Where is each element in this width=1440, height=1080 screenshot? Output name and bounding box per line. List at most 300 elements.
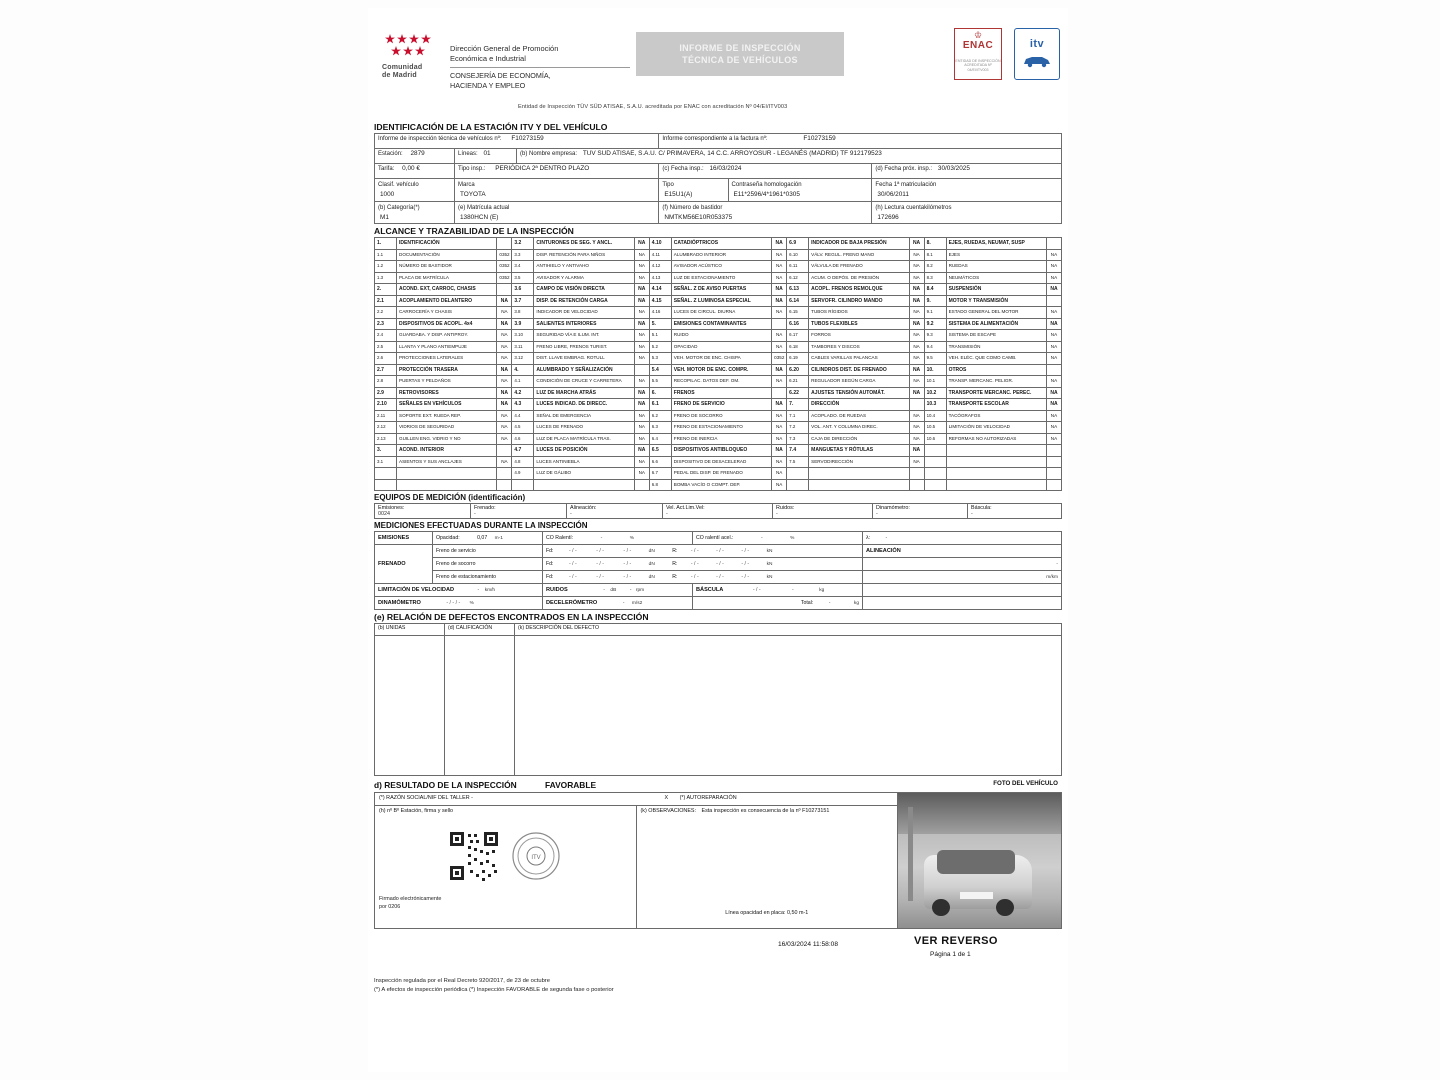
measurements-table bbox=[374, 531, 1062, 610]
cuentakm-label: (h) Lectura cuentakilómetros bbox=[875, 204, 952, 211]
scope-item-label: ACOPL. FRENOS REMOLQUE bbox=[809, 284, 909, 296]
scope-item-number: 4. bbox=[512, 364, 534, 376]
scope-item-label: TRANSPORTE MERCANC. PEREC. bbox=[946, 387, 1046, 399]
eq-dinamometro-label: Dinamómetro: bbox=[876, 505, 910, 512]
scope-item-result: NA bbox=[1047, 399, 1062, 411]
scope-item-number: 3.1 bbox=[375, 456, 397, 468]
scope-item-number: 5.4 bbox=[649, 364, 671, 376]
scope-item-number: 10.1 bbox=[924, 376, 946, 388]
scope-item-result bbox=[1047, 456, 1062, 468]
scope-item-label: LUZ DE GÁLIBO bbox=[534, 468, 634, 480]
scope-item-result: NA bbox=[634, 295, 649, 307]
scope-item-number: 10.3 bbox=[924, 399, 946, 411]
fd-v2-1: - / - bbox=[596, 548, 604, 555]
fd-u1-2: dN bbox=[648, 562, 655, 568]
scope-item-result: NA bbox=[634, 468, 649, 480]
stamp-signature-cell bbox=[375, 806, 637, 929]
scope-item-number: 6.8 bbox=[649, 479, 671, 491]
enac-subtitle: ENTIDAD DE INSPECCIÓN ACREDITADA Nº 04/EI/ITV003 bbox=[955, 59, 1001, 72]
r-v2-2: - / - bbox=[716, 561, 724, 568]
contrasena-value: E11*2596/4*1961*0305 bbox=[733, 191, 800, 198]
scope-item-result: NA bbox=[909, 238, 924, 250]
eq-alineacion-label: Alineación: bbox=[570, 505, 597, 512]
scope-item-number: 4.9 bbox=[512, 468, 534, 480]
freno-estac-name bbox=[433, 571, 543, 584]
table-row bbox=[375, 353, 1062, 365]
scope-item-label: TRANSMISIÓN bbox=[946, 341, 1046, 353]
scope-item-number: 6.21 bbox=[787, 376, 809, 388]
section-mediciones-title: MEDICIONES EFECTUADAS DURANTE LA INSPECCIÓN bbox=[374, 521, 588, 531]
defect-cell-descripcion bbox=[515, 636, 1062, 776]
fecha1mat-value: 30/06/2011 bbox=[877, 191, 909, 198]
result-title: d) RESULTADO DE LA INSPECCIÓN bbox=[374, 780, 517, 791]
eq-alineacion bbox=[567, 504, 663, 519]
r-v3-3: - / - bbox=[741, 574, 750, 581]
scope-item-number bbox=[924, 479, 946, 491]
scope-item-number: 4.14 bbox=[649, 284, 671, 296]
vehicle-photo bbox=[898, 793, 1061, 928]
scope-item-result: NA bbox=[772, 422, 787, 434]
cell-lineas bbox=[455, 149, 517, 164]
scope-item-label: VÁLVULA DE FRENADO bbox=[809, 261, 909, 273]
scope-item-label: LUCES DE POSICIÓN bbox=[534, 445, 634, 457]
scope-item-result: 0352 bbox=[497, 261, 512, 273]
scope-item-label: ESTADO GENERAL DEL MOTOR bbox=[946, 307, 1046, 319]
scope-item-number: 5. bbox=[649, 318, 671, 330]
fechaprox-label: (d) Fecha próx. insp.: bbox=[875, 166, 933, 172]
scope-item-result: NA bbox=[772, 284, 787, 296]
r-v3-1: - / - bbox=[741, 548, 750, 555]
r-label-3: R: bbox=[672, 574, 678, 581]
scope-item-result bbox=[497, 284, 512, 296]
freno-servicio-name bbox=[433, 545, 543, 558]
scope-item-label bbox=[809, 479, 909, 491]
scope-item-result bbox=[634, 479, 649, 491]
lambda-label: λ: bbox=[866, 535, 871, 542]
scope-item-label: SEÑALES EN VEHÍCULOS bbox=[397, 399, 497, 411]
legal-footnotes bbox=[374, 977, 1062, 994]
scope-item-number: 7.3 bbox=[787, 433, 809, 445]
scope-item-number: 4.12 bbox=[649, 261, 671, 273]
cell-tarifa bbox=[375, 164, 455, 179]
scope-item-result bbox=[1047, 364, 1062, 376]
cell-factura bbox=[659, 134, 1062, 149]
scope-item-number: 8.3 bbox=[924, 272, 946, 284]
scope-item-number: 2.10 bbox=[375, 399, 397, 411]
scope-item-number: 3.5 bbox=[512, 272, 534, 284]
scope-item-result bbox=[1047, 445, 1062, 457]
deceler-label: DECELERÓMETRO bbox=[546, 600, 598, 607]
eq-alineacion-value: - bbox=[570, 511, 572, 518]
fecha-label: (c) Fecha insp.: bbox=[662, 166, 704, 172]
scope-item-label: MOTOR Y TRANSMISIÓN bbox=[946, 295, 1046, 307]
scope-item-label: REFORMAS NO AUTORIZADAS bbox=[946, 433, 1046, 445]
scope-item-number: 9.4 bbox=[924, 341, 946, 353]
scope-item-result bbox=[497, 445, 512, 457]
clasif-label: Clasif. vehículo bbox=[378, 182, 419, 188]
scope-item-result: NA bbox=[634, 433, 649, 445]
scope-item-result bbox=[909, 468, 924, 480]
bascula-label: BÁSCULA bbox=[696, 587, 724, 594]
scope-item-number: 6.1 bbox=[649, 399, 671, 411]
freno-estac-text: Freno de estacionamiento bbox=[436, 574, 496, 581]
bastidor-value: NMTKM56E10R053375 bbox=[664, 213, 733, 221]
autoreparacion-mark: X bbox=[664, 795, 669, 802]
crown-icon: ♔ bbox=[973, 30, 983, 40]
eq-dinamometro-value: - bbox=[876, 511, 878, 518]
scope-item-label: AJUSTES TENSIÓN AUTOMÁT. bbox=[809, 387, 909, 399]
scope-item-result: NA bbox=[772, 307, 787, 319]
cell-categoria bbox=[375, 201, 455, 224]
scope-item-result: NA bbox=[634, 249, 649, 261]
table-row bbox=[375, 597, 1062, 610]
scope-item-label: CAMPO DE VISIÓN DIRECTA bbox=[534, 284, 634, 296]
result-heading-row bbox=[368, 776, 1068, 792]
scope-item-result: NA bbox=[497, 330, 512, 342]
fd-v2-3: - / - bbox=[596, 574, 604, 581]
scope-item-number: 1.2 bbox=[375, 261, 397, 273]
bascula-v2: - bbox=[792, 587, 794, 594]
scope-item-label: LUCES ANTINIEBLA bbox=[534, 456, 634, 468]
scope-item-result: NA bbox=[772, 272, 787, 284]
scope-item-number: 6.20 bbox=[787, 364, 809, 376]
scope-item-result: NA bbox=[1047, 272, 1062, 284]
informe-label: Informe de inspección técnica de vehículos nº: bbox=[378, 136, 502, 142]
scope-item-label: EJES bbox=[946, 249, 1046, 261]
scope-item-label: OTROS bbox=[946, 364, 1046, 376]
scope-item-result: NA bbox=[497, 399, 512, 411]
scope-item-label: LUZ DE MARCHA ATRÁS bbox=[534, 387, 634, 399]
scope-item-number: 6.10 bbox=[787, 249, 809, 261]
freno-servicio-text: Freno de servicio bbox=[436, 548, 476, 555]
scope-item-result: NA bbox=[772, 399, 787, 411]
cell-tipo-insp bbox=[455, 164, 659, 179]
firma-line2: por 0206 bbox=[379, 903, 401, 910]
scope-item-label: SERVOFR. CILINDRO MANDO bbox=[809, 295, 909, 307]
scope-item-result: NA bbox=[634, 330, 649, 342]
emisiones-label: EMISIONES bbox=[375, 532, 433, 545]
dg-line4: HACIENDA Y EMPLEO bbox=[450, 80, 526, 90]
scope-item-number: 2.1 bbox=[375, 295, 397, 307]
scope-item-label: DIRECCIÓN bbox=[809, 399, 909, 411]
scope-item-result: NA bbox=[497, 341, 512, 353]
scope-item-label: NÚMERO DE BASTIDOR bbox=[397, 261, 497, 273]
scope-item-number: 6.9 bbox=[787, 238, 809, 250]
scope-item-label: ACUM. O DEPÓS. DE PRESIÓN bbox=[809, 272, 909, 284]
scope-item-label: IDENTIFICACIÓN bbox=[397, 238, 497, 250]
report-title-banner bbox=[636, 32, 844, 76]
scope-item-label: LLANTA Y PLANO ANTIEMPUJE bbox=[397, 341, 497, 353]
table-row bbox=[375, 238, 1062, 250]
fecha-value: 16/03/2024 bbox=[709, 165, 742, 172]
scope-item-result: NA bbox=[772, 479, 787, 491]
svg-text:ITV: ITV bbox=[531, 855, 541, 862]
eq-ruidos bbox=[773, 504, 873, 519]
scope-item-result: NA bbox=[497, 307, 512, 319]
scope-item-label: TRANSPORTE ESCOLAR bbox=[946, 399, 1046, 411]
scope-item-number: 2.6 bbox=[375, 353, 397, 365]
tipo-label: Tipo bbox=[662, 182, 674, 188]
scope-item-result: NA bbox=[497, 433, 512, 445]
scope-item-number: 2.9 bbox=[375, 387, 397, 399]
scope-item-label: AVISADOR ACÚSTICO bbox=[671, 261, 771, 273]
scope-item-result: NA bbox=[634, 422, 649, 434]
scope-item-result: NA bbox=[909, 422, 924, 434]
scope-item-number: 3. bbox=[375, 445, 397, 457]
scope-item-number: 7.5 bbox=[787, 456, 809, 468]
scope-item-result: NA bbox=[1047, 341, 1062, 353]
scope-item-result: NA bbox=[497, 456, 512, 468]
matricula-label: (e) Matrícula actual bbox=[458, 204, 510, 211]
scope-item-number: 3.7 bbox=[512, 295, 534, 307]
cell-fecha-prox bbox=[872, 164, 1062, 179]
total-label: Total: bbox=[800, 600, 814, 607]
scope-item-number: 4.15 bbox=[649, 295, 671, 307]
scope-item-label bbox=[946, 456, 1046, 468]
fd-v2-2: - / - bbox=[596, 561, 604, 568]
autoreparacion-label: (*) AUTOREPARACIÓN bbox=[679, 795, 737, 802]
scope-item-result: NA bbox=[909, 456, 924, 468]
scope-item-result: NA bbox=[772, 456, 787, 468]
scope-item-number: 2. bbox=[375, 284, 397, 296]
logo-text bbox=[382, 64, 454, 80]
scope-item-result: NA bbox=[497, 422, 512, 434]
fd-v1-1: - / - bbox=[568, 548, 577, 555]
scope-item-result bbox=[909, 399, 924, 411]
scope-item-result: NA bbox=[634, 387, 649, 399]
eq-ruidos-value: - bbox=[776, 511, 778, 518]
logo-line1: Comunidad bbox=[382, 64, 423, 71]
scope-item-label: BOMBA VACÍO O COMPT. DEP. bbox=[671, 479, 771, 491]
table-row bbox=[375, 261, 1062, 273]
scope-item-result: NA bbox=[634, 341, 649, 353]
scope-item-result: NA bbox=[909, 433, 924, 445]
r-v3-2: - / - bbox=[741, 561, 750, 568]
scope-item-number: 5.5 bbox=[649, 376, 671, 388]
r-v2-1: - / - bbox=[716, 548, 724, 555]
table-row bbox=[375, 636, 1062, 776]
table-row bbox=[375, 479, 1062, 491]
scope-item-label: PLACA DE MATRÍCULA bbox=[397, 272, 497, 284]
table-header-row bbox=[375, 624, 1062, 636]
scope-item-label: ACOND. INTERIOR bbox=[397, 445, 497, 457]
scope-item-label: DIST. LLAVE EMBRAG. ROTULL bbox=[534, 353, 634, 365]
r-label-2: R: bbox=[672, 561, 678, 568]
scope-item-label: OPACIDAD bbox=[671, 341, 771, 353]
scope-item-label: SEÑAL. Z LUMINOSA ESPECIAL bbox=[671, 295, 771, 307]
dinamometro-cell bbox=[375, 597, 543, 610]
eq-bascula bbox=[968, 504, 1062, 519]
scope-item-result: NA bbox=[634, 284, 649, 296]
total-spacer bbox=[863, 597, 1062, 610]
fd-v1-3: - / - bbox=[568, 574, 577, 581]
scope-item-label: DISPOSITIVO DE DESACELERAD bbox=[671, 456, 771, 468]
photo-title: FOTO DEL VEHÍCULO bbox=[993, 780, 1058, 788]
defect-cell-unidas bbox=[375, 636, 445, 776]
scope-item-number: 6.6 bbox=[649, 456, 671, 468]
scope-item-label: ACOPLADO. DE RUEDAS bbox=[809, 410, 909, 422]
scope-item-result: NA bbox=[909, 284, 924, 296]
scope-item-result: NA bbox=[634, 238, 649, 250]
defect-cell-calificacion bbox=[445, 636, 515, 776]
banner-line2: TÉCNICA DE VEHÍCULOS bbox=[682, 55, 798, 65]
factura-value: F10273159 bbox=[803, 135, 836, 142]
ruidos-value: - bbox=[603, 587, 605, 594]
scope-item-result: NA bbox=[634, 307, 649, 319]
scope-item-label: VEH. MOTOR DE ENC. CHISPA bbox=[671, 353, 771, 365]
eq-emisiones bbox=[375, 504, 471, 519]
observaciones-label: (k) OBSERVACIONES: bbox=[640, 808, 697, 815]
scope-item-label: DISPOSITIVOS ANTIBLOQUEO bbox=[671, 445, 771, 457]
r-v1-3: - / - bbox=[690, 574, 699, 581]
scope-item-number: 10. bbox=[924, 364, 946, 376]
eq-velocidad-value: - bbox=[666, 511, 668, 518]
scope-item-number: 1. bbox=[375, 238, 397, 250]
scope-item-result: NA bbox=[909, 249, 924, 261]
scope-item-label: CINTURONES DE SEG. Y ANCL. bbox=[534, 238, 634, 250]
decelerometro-cell bbox=[543, 597, 693, 610]
eq-emisiones-value: 0024 bbox=[378, 511, 390, 518]
alineacion-label: ALINEACIÓN bbox=[866, 548, 901, 555]
limitacion-cell bbox=[375, 584, 543, 597]
scope-item-number: 7.2 bbox=[787, 422, 809, 434]
fd-v3-1: - / - bbox=[623, 548, 632, 555]
photo-pole bbox=[908, 807, 913, 902]
scope-item-label: PROTECCIÓN TRASERA bbox=[397, 364, 497, 376]
scope-item-label: LUZ DE ESTACIONAMIENTO bbox=[671, 272, 771, 284]
scope-item-result bbox=[1047, 238, 1062, 250]
defect-col-descripcion: (k) DESCRIPCIÓN DEL DEFECTO bbox=[515, 624, 1062, 636]
scope-item-number: 9.2 bbox=[924, 318, 946, 330]
logo-line2: de Madrid bbox=[382, 72, 417, 80]
scope-item-label: SALIENTES INTERIORES bbox=[534, 318, 634, 330]
scope-item-number: 8.2 bbox=[924, 261, 946, 273]
scope-item-number: 4.4 bbox=[512, 410, 534, 422]
scope-item-label bbox=[946, 468, 1046, 480]
defect-col-calificacion: (d) CALIFICACIÓN bbox=[445, 624, 515, 636]
scope-item-number: 2.2 bbox=[375, 307, 397, 319]
ver-reverso-note: VER REVERSO bbox=[914, 935, 998, 948]
total-cell bbox=[693, 597, 863, 610]
scope-item-label: CAJA DE DIRECCIÓN bbox=[809, 433, 909, 445]
scope-item-number: 2.3 bbox=[375, 318, 397, 330]
freno-socorro-text: Freno de socorro bbox=[436, 561, 476, 568]
scope-item-result: NA bbox=[497, 364, 512, 376]
document-footer-bar bbox=[374, 933, 1062, 973]
table-row bbox=[375, 201, 1062, 224]
scope-item-label: FRENO DE INERCIA bbox=[671, 433, 771, 445]
table-row bbox=[375, 399, 1062, 411]
freno-estac-fd bbox=[543, 571, 863, 584]
scope-item-number: 8. bbox=[924, 238, 946, 250]
table-row bbox=[375, 318, 1062, 330]
scope-item-number: 2.4 bbox=[375, 330, 397, 342]
scope-item-result: NA bbox=[634, 261, 649, 273]
table-row bbox=[375, 532, 1062, 545]
scope-item-number: 6.7 bbox=[649, 468, 671, 480]
scope-item-result: NA bbox=[634, 353, 649, 365]
lambda-cell bbox=[863, 532, 1062, 545]
scope-item-number: 6. bbox=[649, 387, 671, 399]
legal-line2: (*) A efectos de inspección periódica (*) Inspección FAVORABLE de segunda fase o posterior bbox=[374, 986, 614, 993]
scope-item-number: 3.4 bbox=[512, 261, 534, 273]
limitacion-label: LIMITACIÓN DE VELOCIDAD bbox=[378, 587, 455, 594]
ruidos-rpm-value: - bbox=[629, 587, 632, 594]
scope-item-number: 10.5 bbox=[924, 422, 946, 434]
scope-item-number: 2.12 bbox=[375, 422, 397, 434]
scope-item-label: PROTECCIONES LATERALES bbox=[397, 353, 497, 365]
eq-dinamometro bbox=[873, 504, 968, 519]
co-ralenti-value: - bbox=[600, 535, 603, 542]
clasif-value: 1000 bbox=[380, 191, 395, 198]
scope-item-number: 6.14 bbox=[787, 295, 809, 307]
fd-u1-3: dN bbox=[648, 575, 655, 581]
scope-item-label: FRENO LIBRE, FRENOS TURIST. bbox=[534, 341, 634, 353]
opacidad-value: 0,07 bbox=[477, 535, 488, 542]
scope-item-result bbox=[1047, 479, 1062, 491]
scope-item-number: 6.13 bbox=[787, 284, 809, 296]
scope-item-result: NA bbox=[909, 318, 924, 330]
scope-item-number: 4.5 bbox=[512, 422, 534, 434]
scope-item-result: NA bbox=[772, 295, 787, 307]
r-u1-1: kN bbox=[766, 549, 773, 555]
limitacion-unit: km/h bbox=[484, 588, 496, 594]
lineas-value: 01 bbox=[483, 150, 491, 157]
scope-item-result: NA bbox=[909, 376, 924, 388]
table-row bbox=[375, 571, 1062, 584]
linea-opacidad: Línea opacidad en placa: 0,50 m-1 bbox=[725, 910, 809, 917]
opacidad-label: Opacidad: bbox=[436, 535, 460, 542]
issuing-authority bbox=[450, 44, 630, 91]
scope-item-label: VEH. MOTOR DE ENC. COMPR. bbox=[671, 364, 771, 376]
fd-v3-2: - / - bbox=[623, 561, 632, 568]
marca-label: Marca bbox=[458, 182, 475, 188]
table-row bbox=[375, 558, 1062, 571]
estacion-firma-label: (h) nº Bº Estación, firma y sello bbox=[379, 808, 454, 815]
scope-item-result: NA bbox=[772, 341, 787, 353]
scope-item-result bbox=[772, 318, 787, 330]
table-row bbox=[375, 387, 1062, 399]
photo-background-wall bbox=[898, 793, 1061, 834]
dg-line1: Dirección General de Promoción bbox=[450, 44, 559, 53]
scope-item-label: INDICADOR DE VELOCIDAD bbox=[534, 307, 634, 319]
scope-item-number: 2.8 bbox=[375, 376, 397, 388]
scope-item-label bbox=[397, 479, 497, 491]
table-row bbox=[375, 364, 1062, 376]
scope-item-result: NA bbox=[1047, 249, 1062, 261]
cell-fecha1mat bbox=[872, 179, 1062, 202]
scope-item-number: 6.5 bbox=[649, 445, 671, 457]
cell-marca bbox=[455, 179, 659, 202]
scope-item-result: NA bbox=[772, 433, 787, 445]
scope-item-number: 8.1 bbox=[924, 249, 946, 261]
car-icon bbox=[1022, 53, 1052, 69]
eq-bascula-value: - bbox=[971, 511, 973, 518]
scope-item-number bbox=[375, 479, 397, 491]
scope-item-label: MANGUETAS Y RÓTULAS bbox=[809, 445, 909, 457]
scope-item-number bbox=[787, 479, 809, 491]
table-row bbox=[375, 272, 1062, 284]
scope-item-number: 3.10 bbox=[512, 330, 534, 342]
scope-item-result: NA bbox=[1047, 433, 1062, 445]
section-identification-title: IDENTIFICACIÓN DE LA ESTACIÓN ITV Y DEL VEHÍCULO bbox=[374, 122, 608, 132]
scope-item-result: NA bbox=[909, 387, 924, 399]
limitacion-value: - bbox=[477, 587, 480, 594]
scope-item-number: 4.7 bbox=[512, 445, 534, 457]
lambda-value: - bbox=[885, 535, 888, 542]
scope-item-result: NA bbox=[909, 353, 924, 365]
opacidad-cell bbox=[433, 532, 543, 545]
